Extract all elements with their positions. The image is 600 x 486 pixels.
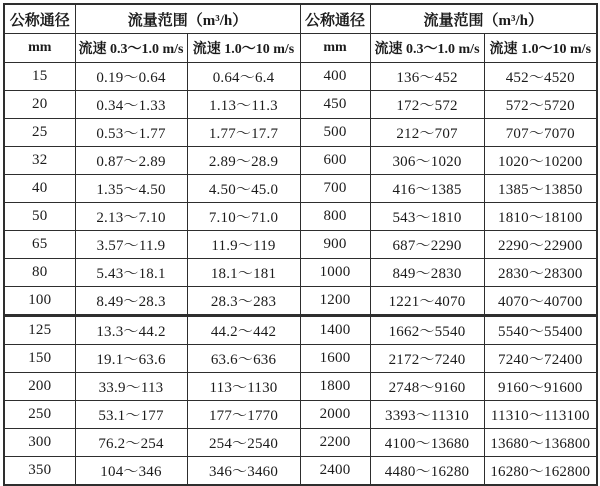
flow-range-cell: 1020～10200 <box>484 147 597 175</box>
diameter-cell: 1000 <box>300 259 370 287</box>
flow-range-cell: 2.89～28.9 <box>187 147 300 175</box>
flow-range-cell: 2.13～7.10 <box>75 203 187 231</box>
diameter-cell: 300 <box>4 429 75 457</box>
flow-range-cell: 63.6～636 <box>187 345 300 373</box>
diameter-cell: 20 <box>4 91 75 119</box>
table-row <box>4 287 597 316</box>
diameter-cell: 150 <box>4 345 75 373</box>
flow-range-cell: 1221～4070 <box>370 287 484 316</box>
col-header-flow-range-right: 流量范围（m³/h） <box>370 4 597 34</box>
flow-range-cell: 16280～162800 <box>484 457 597 486</box>
flow-range-cell: 2748～9160 <box>370 373 484 401</box>
flow-range-cell: 1.13～11.3 <box>187 91 300 119</box>
diameter-cell: 700 <box>300 175 370 203</box>
flow-range-cell: 8.49～28.3 <box>75 287 187 316</box>
flow-range-cell: 707～7070 <box>484 119 597 147</box>
diameter-cell: 800 <box>300 203 370 231</box>
header-row-2 <box>4 34 597 63</box>
table-row <box>4 429 597 457</box>
flow-range-cell: 849～2830 <box>370 259 484 287</box>
flow-range-cell: 5.43～18.1 <box>75 259 187 287</box>
flow-range-cell: 18.1～181 <box>187 259 300 287</box>
flow-range-cell: 33.9～113 <box>75 373 187 401</box>
table-row <box>4 91 597 119</box>
flow-range-cell: 346～3460 <box>187 457 300 486</box>
col-header-velocity-low-left: 流速 0.3～1.0 m/s <box>75 34 187 63</box>
diameter-cell: 2000 <box>300 401 370 429</box>
flow-range-cell: 416～1385 <box>370 175 484 203</box>
col-header-diameter-left: 公称通径 <box>4 4 75 34</box>
flow-range-cell: 1662～5540 <box>370 316 484 345</box>
flow-range-cell: 0.87～2.89 <box>75 147 187 175</box>
flow-range-cell: 1810～18100 <box>484 203 597 231</box>
flow-range-cell: 28.3～283 <box>187 287 300 316</box>
flow-range-cell: 572～5720 <box>484 91 597 119</box>
col-header-flow-range-left: 流量范围（m³/h） <box>75 4 300 34</box>
flow-range-cell: 4480～16280 <box>370 457 484 486</box>
flow-range-cell: 44.2～442 <box>187 316 300 345</box>
diameter-cell: 100 <box>4 287 75 316</box>
flow-range-cell: 3.57～11.9 <box>75 231 187 259</box>
flow-range-cell: 2172～7240 <box>370 345 484 373</box>
header-row-1 <box>4 4 597 34</box>
col-header-diameter-right: 公称通径 <box>300 4 370 34</box>
flow-range-cell: 1.77～17.7 <box>187 119 300 147</box>
flow-range-cell: 0.64～6.4 <box>187 63 300 91</box>
diameter-cell: 500 <box>300 119 370 147</box>
col-header-unit-right: mm <box>300 34 370 63</box>
table-row <box>4 231 597 259</box>
diameter-cell: 350 <box>4 457 75 486</box>
table-row <box>4 119 597 147</box>
flow-range-cell: 306～1020 <box>370 147 484 175</box>
diameter-cell: 400 <box>300 63 370 91</box>
table-row <box>4 345 597 373</box>
diameter-cell: 200 <box>4 373 75 401</box>
flow-range-cell: 53.1～177 <box>75 401 187 429</box>
flow-rate-table <box>3 3 598 486</box>
flow-range-cell: 19.1～63.6 <box>75 345 187 373</box>
table-row <box>4 203 597 231</box>
flow-range-cell: 13.3～44.2 <box>75 316 187 345</box>
flow-range-cell: 4.50～45.0 <box>187 175 300 203</box>
diameter-cell: 1800 <box>300 373 370 401</box>
flow-range-cell: 11310～113100 <box>484 401 597 429</box>
flow-range-cell: 13680～136800 <box>484 429 597 457</box>
flow-range-cell: 4070～40700 <box>484 287 597 316</box>
flow-range-cell: 76.2～254 <box>75 429 187 457</box>
flow-range-cell: 177～1770 <box>187 401 300 429</box>
diameter-cell: 900 <box>300 231 370 259</box>
flow-range-cell: 104～346 <box>75 457 187 486</box>
col-header-velocity-high-right: 流速 1.0～10 m/s <box>484 34 597 63</box>
diameter-cell: 2400 <box>300 457 370 486</box>
flow-range-cell: 1385～13850 <box>484 175 597 203</box>
col-header-velocity-high-left: 流速 1.0～10 m/s <box>187 34 300 63</box>
col-header-unit-left: mm <box>4 34 75 63</box>
table-row <box>4 373 597 401</box>
flow-range-cell: 254～2540 <box>187 429 300 457</box>
flow-range-cell: 687～2290 <box>370 231 484 259</box>
table-row <box>4 316 597 345</box>
table-body <box>4 63 597 486</box>
diameter-cell: 1600 <box>300 345 370 373</box>
table-row <box>4 401 597 429</box>
diameter-cell: 1400 <box>300 316 370 345</box>
flow-range-cell: 9160～91600 <box>484 373 597 401</box>
table-row <box>4 259 597 287</box>
flow-range-cell: 5540～55400 <box>484 316 597 345</box>
table-row <box>4 63 597 91</box>
flow-range-cell: 452～4520 <box>484 63 597 91</box>
diameter-cell: 80 <box>4 259 75 287</box>
flow-range-cell: 7240～72400 <box>484 345 597 373</box>
flow-range-cell: 7.10～71.0 <box>187 203 300 231</box>
flow-range-cell: 3393～11310 <box>370 401 484 429</box>
flow-range-cell: 543～1810 <box>370 203 484 231</box>
flow-range-cell: 136～452 <box>370 63 484 91</box>
col-header-velocity-low-right: 流速 0.3～1.0 m/s <box>370 34 484 63</box>
diameter-cell: 32 <box>4 147 75 175</box>
diameter-cell: 15 <box>4 63 75 91</box>
table-row <box>4 175 597 203</box>
table-header <box>4 4 597 63</box>
diameter-cell: 50 <box>4 203 75 231</box>
table-row <box>4 147 597 175</box>
diameter-cell: 600 <box>300 147 370 175</box>
diameter-cell: 1200 <box>300 287 370 316</box>
flow-range-cell: 0.19～0.64 <box>75 63 187 91</box>
flow-range-cell: 172～572 <box>370 91 484 119</box>
diameter-cell: 450 <box>300 91 370 119</box>
flow-range-cell: 4100～13680 <box>370 429 484 457</box>
diameter-cell: 2200 <box>300 429 370 457</box>
flow-range-cell: 212～707 <box>370 119 484 147</box>
diameter-cell: 250 <box>4 401 75 429</box>
diameter-cell: 125 <box>4 316 75 345</box>
flow-range-cell: 2830～28300 <box>484 259 597 287</box>
flow-range-cell: 11.9～119 <box>187 231 300 259</box>
diameter-cell: 40 <box>4 175 75 203</box>
flow-range-cell: 113～1130 <box>187 373 300 401</box>
diameter-cell: 25 <box>4 119 75 147</box>
flow-range-cell: 2290～22900 <box>484 231 597 259</box>
flow-range-cell: 0.53～1.77 <box>75 119 187 147</box>
diameter-cell: 65 <box>4 231 75 259</box>
flow-range-cell: 1.35～4.50 <box>75 175 187 203</box>
flow-range-cell: 0.34～1.33 <box>75 91 187 119</box>
